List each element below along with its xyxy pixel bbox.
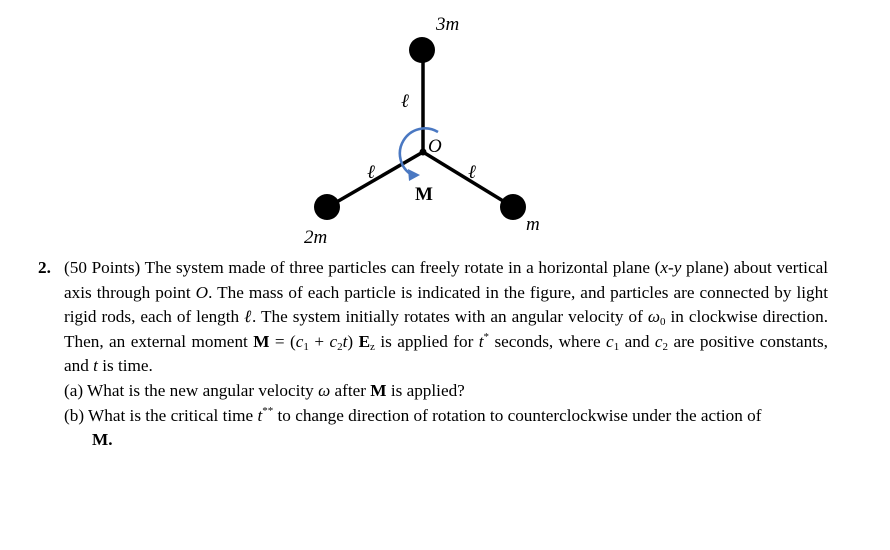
mass-right-label: m <box>526 214 540 235</box>
three-particle-figure <box>0 0 890 250</box>
problem-statement <box>38 256 828 453</box>
particle-top <box>409 37 435 63</box>
rod-right-length-label: ℓ <box>468 162 476 183</box>
part-b-continued: M. <box>92 430 113 450</box>
mass-top-label: 3m <box>436 14 460 35</box>
center-point <box>420 149 427 156</box>
rod-left-length-label: ℓ <box>367 162 375 183</box>
problem-body: (50 Points) The system made of three particles can freely rotate in a horizontal plane (x-y plane) about vertical axis through point O. The mass of each particle is indicated in the figure, and particles are connected by light rigid rods, each of length ℓ. The system initially rotates with an angular velocity of $\omega_0$ in clockwise direction. Then, an external moment $M = (c_1 + c_2t)$ $E_z$ is applied for t* seconds, where $c_1$ and $c_2$ are positive constants, and t is time. <box>64 258 828 376</box>
center-label: O <box>428 136 442 157</box>
rod-top-length-label: ℓ <box>401 91 409 112</box>
mass-left-label: 2m <box>304 227 328 248</box>
part-b: (b) What is the critical time t** to change direction of rotation to counterclockwise under the action of <box>64 404 762 425</box>
particle-right <box>500 194 526 220</box>
problem-number: 2. <box>38 258 51 277</box>
moment-label: M <box>415 184 433 205</box>
points: (50 Points) <box>64 258 141 277</box>
problem-paragraph <box>38 256 828 379</box>
part-a: (a) What is the new angular velocity ω after M is applied? <box>64 380 465 400</box>
rod-left <box>328 152 423 207</box>
particle-left <box>314 194 340 220</box>
